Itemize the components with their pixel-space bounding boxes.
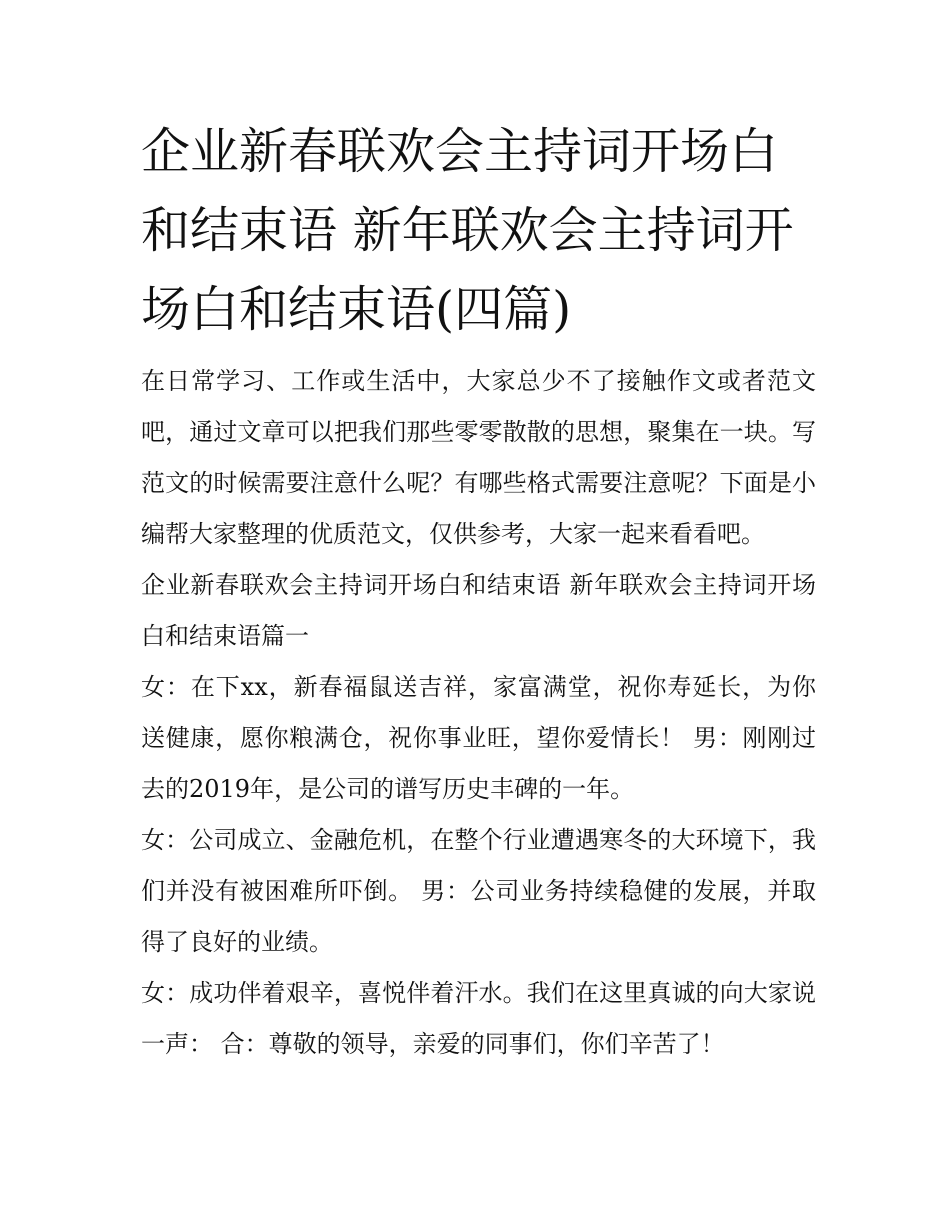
dialogue-paragraph-2: 女：公司成立、金融危机，在整个行业遭遇寒冬的大环境下，我们并没有被困难所吓倒。 男：公司业务持续稳健的发展，并取得了良好的业绩。 <box>141 826 816 956</box>
dialogue-paragraph-3: 女：成功伴着艰辛，喜悦伴着汗水。我们在这里真诚的向大家说一声： 合：尊敬的领导，亲爱的同事们，你们辛苦了！ <box>141 979 816 1058</box>
intro-paragraph: 在日常学习、工作或生活中，大家总少不了接触作文或者范文吧，通过文章可以把我们那些零零散散的思想，聚集在一块。写范文的时候需要注意什么呢？有哪些格式需要注意呢？下面是小编帮大家整理的优质范文，仅供参考，大家一起来看看吧。 <box>141 367 816 548</box>
dialogue-paragraph-1: 女：在下xx，新春福鼠送吉祥，家富满堂，祝你寿延长，为你送健康，愿你粮满仓，祝你事业旺，望你爱情长！ 男：刚刚过去的2019年，是公司的谱写历史丰碑的一年。 <box>141 673 816 803</box>
document-page <box>141 112 816 1070</box>
document-title: 企业新春联欢会主持词开场白和结束语 新年联欢会主持词开场白和结束语(四篇) <box>141 123 794 338</box>
section-heading: 企业新春联欢会主持词开场白和结束语 新年联欢会主持词开场白和结束语篇一 <box>141 571 816 650</box>
